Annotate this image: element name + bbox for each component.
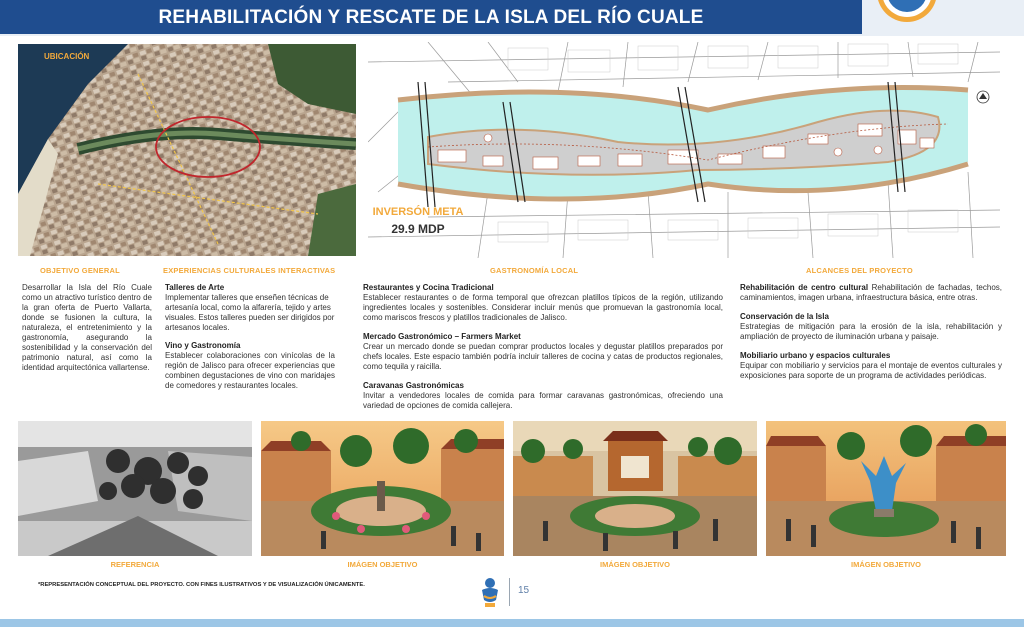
- gastronomia-title: GASTRONOMÍA LOCAL: [490, 266, 579, 275]
- gastronomia-block: [363, 283, 723, 411]
- caravanas-title: Caravanas Gastronómicas: [363, 381, 464, 390]
- page-number: 15: [518, 585, 530, 596]
- render-photo-2: [513, 421, 757, 556]
- investment-label: INVERSÓN META: [372, 206, 464, 218]
- mercado-title: Mercado Gastronómico – Farmers Market: [363, 332, 521, 341]
- objetivo-text: Desarrollar la Isla del Río Cuale como un atractivo turístico dentro de la gran oferta de Puerto Vallarta, donde se fusionen la cultura, la naturaleza, el entretenimiento y la gastronomía, asegurando la sostenibilidad y la conservación del patrimonio natural, así como la identidad arquitectónica vallartense.: [22, 283, 152, 372]
- render-photo-3: [766, 421, 1006, 556]
- alcances-block: [740, 283, 1002, 381]
- talleres-title: Talleres de Arte: [165, 283, 225, 292]
- mobiliario-title: Mobiliario urbano y espacios culturales: [740, 351, 891, 360]
- disclaimer-text: *REPRESENTACIÓN CONCEPTUAL DEL PROYECTO. CON FINES ILUSTRATIVOS Y DE VISUALIZACIÓN ÚNICAMENTE.: [38, 582, 365, 588]
- talleres-text: Implementar talleres que enseñen técnicas de artesanía local, como la alfarería, tejido y artes visuales. Estos talleres pueden ser dirigidos por artesanos locales.: [165, 293, 335, 332]
- experiencias-block: [165, 283, 335, 391]
- alcances-title: ALCANCES DEL PROYECTO: [806, 266, 913, 275]
- restaurantes-title: Restaurantes y Cocina Tradicional: [363, 283, 494, 292]
- footer-logo-icon: [478, 576, 502, 610]
- caption-objetivo-3: IMÁGEN OBJETIVO: [850, 560, 921, 569]
- objetivo-title: OBJETIVO GENERAL: [40, 266, 120, 275]
- conservacion-text: Estrategias de mitigación para la erosión de la isla, rehabilitación y ampliación de proyecto de iluminación urbana y paisaje.: [740, 322, 1002, 341]
- rehabilitacion-item: [740, 283, 1002, 303]
- municipal-logo-icon: [874, 0, 940, 24]
- caption-referencia: REFERENCIA: [110, 560, 160, 569]
- rehabilitacion-title: Rehabilitación de centro cultural: [740, 283, 869, 292]
- reference-photo: [18, 421, 252, 556]
- vino-text: Establecer colaboraciones con vinícolas de la región de Jalisco para ofrecer experiencias que combinen degustaciones de vino con maridajes de comedores y restaurantes locales.: [165, 351, 335, 390]
- mobiliario-text: Equipar con mobiliario y servicios para el montaje de eventos culturales y exposiciones para soporte de un programa de actividades periódicas.: [740, 361, 1002, 380]
- restaurantes-text: Establecer restaurantes o de forma temporal que ofrezcan platillos típicos de la región, utilizando ingredientes locales y sostenibles. Considerar incluir menús que promuevan la gastronomía local, como mariscos frescos y platillos tradicionales de Jalisco.: [363, 293, 723, 322]
- bottom-strip: [0, 619, 1024, 627]
- aerial-location-photo: [18, 44, 356, 256]
- rehabilitacion-text: Rehabilitación de fachadas, techos, caminamientos, imagen urbana, infraestructura básica, entre otras.: [740, 283, 1002, 302]
- conservacion-title: Conservación de la Isla: [740, 312, 829, 321]
- page-title: REHABILITACIÓN Y RESCATE DE LA ISLA DEL RÍO CUALE: [158, 7, 704, 28]
- investment-value: 29.9 MDP: [391, 222, 445, 236]
- mercado-text: Crear un mercado donde se puedan comprar productos locales y degustar platillos preparados por chefs locales. Este espacio también podría incluir talleres de cocina y catas de productos regionales, como tequila y raicilla.: [363, 342, 723, 371]
- caravanas-text: Invitar a vendedores locales de comida para formar caravanas gastronómicas, ofreciendo una variedad de opciones de comida callejera.: [363, 391, 723, 410]
- location-label: UBICACIÓN: [44, 52, 90, 61]
- caption-objetivo-2: IMÁGEN OBJETIVO: [599, 560, 670, 569]
- footer-divider: [509, 578, 510, 606]
- experiencias-title: EXPERIENCIAS CULTURALES INTERACTIVAS: [163, 266, 336, 275]
- vino-title: Vino y Gastronomía: [165, 341, 241, 350]
- render-photo-1: [261, 421, 504, 556]
- caption-objetivo-1: IMÁGEN OBJETIVO: [347, 560, 418, 569]
